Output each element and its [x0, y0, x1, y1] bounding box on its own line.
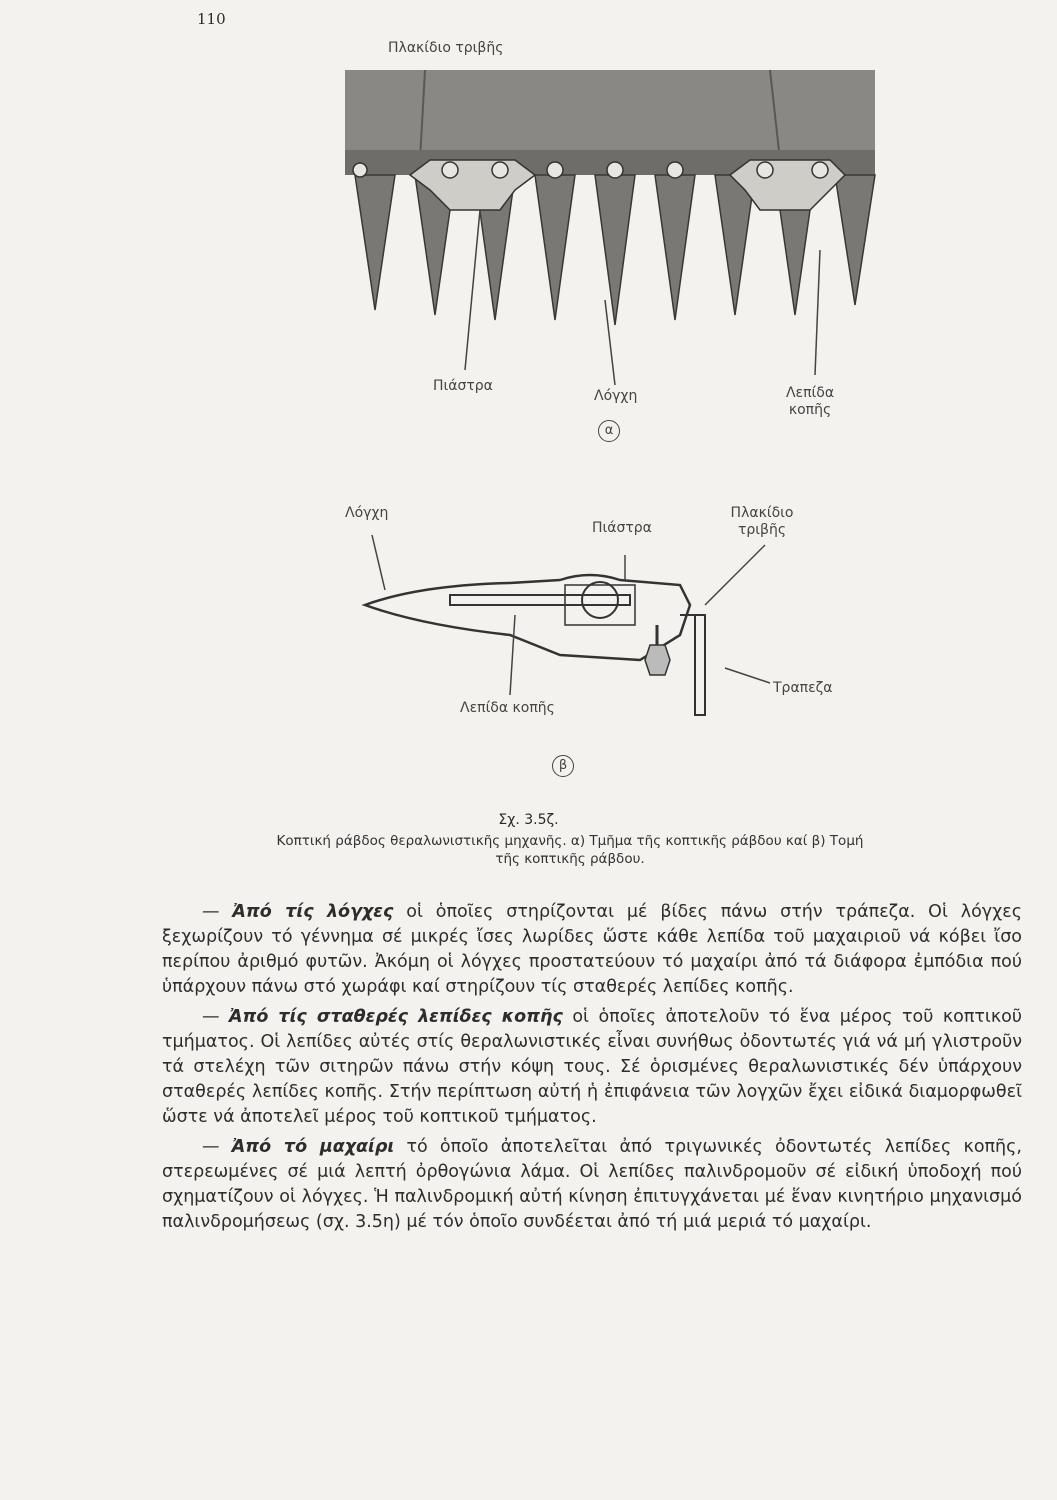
label-guard-b: Λόγχη — [345, 505, 389, 521]
paragraph-knife: — Ἀπό τό μαχαίρι τό ὁποῖο ἀποτελεῖται ἀπό τριγωνικές ὀδοντωτές λεπίδες κοπῆς, στερεωμένες σέ μιά λεπτή ὀρθογώνια λάμα. Οἱ λεπίδες παλινδρομοῦν σέ εἰδική ὑποδοχή πού σχηματίζουν οἱ λόγχες. Ἡ παλινδρομική αὐτή κίνηση ἐπιτυγχάνεται μέ ἕναν κινητήριο μηχανισμό παλινδρομήσεως (σχ. 3.5η) μέ τόν ὁποῖο συνδέεται ἀπό τή μιά μεριά τό μαχαίρι. — [162, 1137, 1022, 1232]
page-number: 110 — [197, 10, 226, 28]
figure-number: Σχ. 3.5ζ. — [498, 812, 559, 828]
label-wear-plate-b: Πλακίδιο τριβῆς — [730, 505, 794, 538]
label-wear-plate-a: Πλακίδιο τριβῆς — [388, 40, 504, 56]
label-blade-a: Λεπίδα κοπῆς — [785, 385, 835, 418]
paragraph-guards: — Ἀπό τίς λόγχες οἱ ὁποῖες στηρίζονται μέ βίδες πάνω στήν τράπεζα. Οἱ λόγχες ξεχωρίζουν τό γέννημα σέ μικρές ἴσες λωρίδες ὥστε κάθε λεπίδα τοῦ μαχαιριοῦ νά κόβει ἴσο περίπου ἀριθμό φυτῶν. Ἀκόμη οἱ λόγχες προστατεύουν τό μαχαίρι ἀπό τά διάφορα ἐμπόδια πού ὑπάρχουν πάνω στό χωράφι καί στηρίζουν τίς σταθερές λεπίδες κοπῆς. — [162, 902, 1023, 997]
panel-marker-b: β — [552, 755, 574, 777]
figure-caption: Κοπτική ράβδος θεραλωνιστικῆς μηχανῆς. α) Τμῆμα τῆς κοπτικῆς ράβδου καί β) Τομή τῆς κοπτικῆς ράβδου. — [276, 833, 864, 867]
label-table-b: Τραπεζα — [773, 680, 833, 696]
label-washer-b: Πιάστρα — [592, 520, 652, 536]
paragraph-fixed-blades: — Ἀπό τίς σταθερές λεπίδες κοπῆς οἱ ὁποῖες ἀποτελοῦν τό ἕνα μέρος τοῦ κοπτικοῦ τμήματος. Οἱ λεπίδες αὐτές στίς θεραλωνιστικές εἶναι συνήθως ὀδοντωτές γιά νά μή γλιστροῦν τά στελέχη τῶν σιτηρῶν πάνω στήν κόψη τους. Σέ ὁρισμένες θεραλωνιστικές δέν ὑπάρχουν σταθερές λεπίδες κοπῆς. Στήν περίπτωση αὐτή ἡ ἐπιφάνεια τῶν λογχῶν ἔχει εἰδικά διαμορφωθεῖ ὥστε νά ἀποτελεῖ μέρος τοῦ κοπτικοῦ τμήματος. — [162, 1007, 1022, 1127]
label-guard-a: Λόγχη — [594, 388, 638, 404]
body-text — [162, 900, 1022, 1240]
label-blade-b: Λεπίδα κοπῆς — [460, 700, 555, 716]
panel-marker-a: α — [598, 420, 620, 442]
figure-a-cutter-bar — [340, 65, 880, 365]
label-washer-a: Πιάστρα — [433, 378, 493, 394]
